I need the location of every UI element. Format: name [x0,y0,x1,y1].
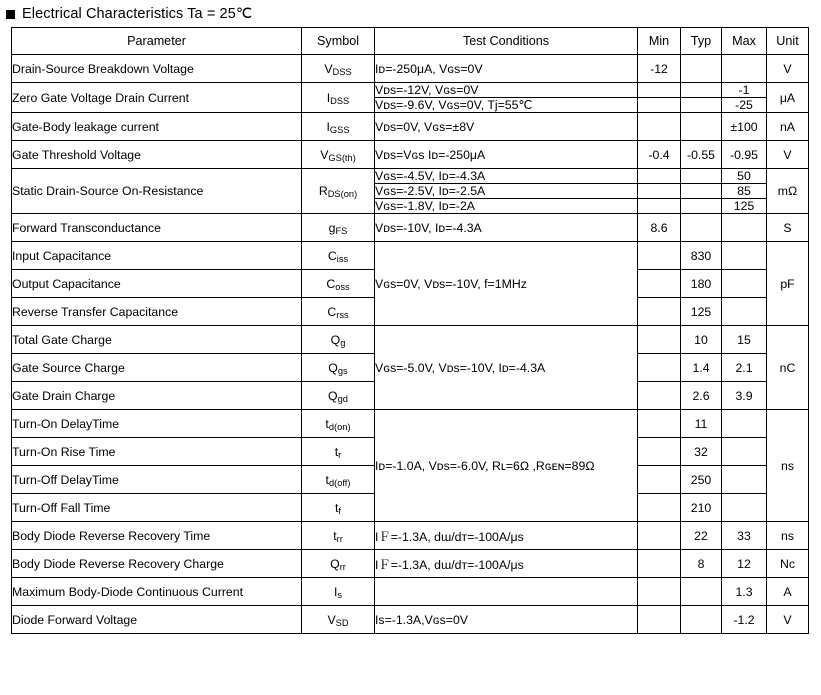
section-title [0,0,821,27]
cell-min [638,270,681,298]
cell-condition: Vᴅѕ=Vɢѕ Iᴅ=-250μA [375,141,638,169]
cell-max [722,438,767,466]
symbol-sub: gd [337,393,348,404]
cell-typ: 180 [681,270,722,298]
table-row [12,113,809,141]
cell-max: 3.9 [722,382,767,410]
cell-symbol [302,270,375,298]
cell-parameter: Gate-Body leakage current [12,113,302,141]
table-row [12,606,809,634]
table-row [12,214,809,242]
symbol-main: C [326,276,336,291]
cell-max: 12 [722,550,767,578]
symbol-sub: s [337,589,343,600]
cell-unit: S [767,214,809,242]
header-unit: Unit [767,28,809,55]
table-row [12,578,809,606]
cell-min [638,438,681,466]
cell-condition: Vᴅѕ=0V, Vɢѕ=±8V [375,113,638,141]
cell-symbol [302,494,375,522]
cell-symbol [302,83,375,113]
cell-typ [681,606,722,634]
header-parameter: Parameter [12,28,302,55]
cell-max [722,494,767,522]
cell-symbol [302,578,375,606]
cell-typ [681,199,722,214]
cell-parameter: Diode Forward Voltage [12,606,302,634]
cell-unit: pF [767,242,809,326]
cell-min [638,113,681,141]
symbol-sub: DSS [330,95,350,106]
cell-typ: 830 [681,242,722,270]
square-bullet-icon [6,10,15,19]
cell-typ: 10 [681,326,722,354]
symbol-main: R [318,184,328,198]
cell-max [722,466,767,494]
cell-unit: μA [767,83,809,113]
cell-max: ±100 [722,113,767,141]
symbol-sub: FS [335,225,348,236]
cell-condition: Vᴅѕ=-10V, Iᴅ=-4.3A [375,214,638,242]
symbol-sub: oss [335,281,350,292]
table-row [12,169,809,184]
cell-condition: Vᴅѕ=-12V, Vɢѕ=0V [375,83,638,98]
symbol-main: Q [330,556,340,571]
cell-parameter: Turn-On DelayTime [12,410,302,438]
cell-unit: ns [767,522,809,550]
cell-symbol [302,382,375,410]
cell-condition: Vɢѕ=-4.5V, Iᴅ=-4.3A [375,169,638,184]
cell-parameter: Turn-Off Fall Time [12,494,302,522]
section-title-text: Electrical Characteristics Ta = 25℃ [22,6,253,22]
cell-min: 8.6 [638,214,681,242]
header-min: Min [638,28,681,55]
cell-parameter: Zero Gate Voltage Drain Current [12,83,302,113]
cell-min [638,83,681,98]
cell-symbol [302,326,375,354]
table-row [12,242,809,270]
table-row [12,55,809,83]
symbol-main: Q [328,388,338,403]
cell-typ [681,169,722,184]
cell-symbol [302,522,375,550]
symbol-main: t [334,500,339,515]
cell-unit: nC [767,326,809,410]
cell-max: 125 [722,199,767,214]
symbol-sub: r [338,449,342,460]
cell-parameter: Gate Drain Charge [12,382,302,410]
symbol-main: t [334,444,339,459]
cell-symbol [302,141,375,169]
cell-typ: 8 [681,550,722,578]
cell-min [638,298,681,326]
cell-max [722,410,767,438]
symbol-main: t [325,472,329,487]
cell-parameter: Drain-Source Breakdown Voltage [12,55,302,83]
cell-symbol [302,410,375,438]
cell-symbol [302,169,375,214]
cell-typ [681,83,722,98]
table-row [12,550,809,578]
cell-max: -1 [722,83,767,98]
cell-condition: Vɢѕ=-1.8V, Iᴅ=-2A [375,199,638,214]
cell-max: 15 [722,326,767,354]
symbol-main: V [324,61,333,76]
symbol-main: t [333,528,337,543]
header-symbol: Symbol [302,28,375,55]
symbol-sub: iss [336,253,349,264]
header-max: Max [722,28,767,55]
cell-unit: V [767,606,809,634]
cell-condition: Vɢѕ=-2.5V, Iᴅ=-2.5A [375,184,638,199]
symbol-sub: f [338,505,341,516]
symbol-sub: DSS [332,66,352,77]
cell-max [722,242,767,270]
cell-unit: nA [767,113,809,141]
cell-condition: Iѕ=-1.3A,Vɢѕ=0V [375,606,638,634]
symbol-main: I [333,584,338,599]
cell-min [638,522,681,550]
cell-condition: IＦ=-1.3A, dɯ/dᴛ=-100A/μs [375,550,638,578]
cell-typ: 11 [681,410,722,438]
cell-condition: Vɢѕ=0V, Vᴅѕ=-10V, f=1MHz [375,242,638,326]
cell-parameter: Maximum Body-Diode Continuous Current [12,578,302,606]
cell-max [722,298,767,326]
cell-condition: Iᴅ=-1.0A, Vᴅѕ=-6.0V, Rʟ=6Ω ,Rɢᴇɴ=89Ω [375,410,638,522]
header-typ: Typ [681,28,722,55]
cell-parameter: Reverse Transfer Capacitance [12,298,302,326]
symbol-main: Q [330,332,341,347]
cell-typ [681,98,722,113]
cell-min [638,466,681,494]
cell-min [638,578,681,606]
table-row [12,141,809,169]
cell-parameter: Turn-On Rise Time [12,438,302,466]
cell-unit: Nc [767,550,809,578]
symbol-sub: d(on) [328,421,351,432]
cell-typ [681,113,722,141]
cell-max: -25 [722,98,767,113]
cell-typ: 22 [681,522,722,550]
cell-min [638,606,681,634]
cell-max [722,55,767,83]
symbol-main: g [328,220,336,235]
cell-typ: 2.6 [681,382,722,410]
symbol-sub: SD [335,617,349,628]
cell-typ [681,184,722,199]
symbol-main: t [325,416,329,431]
cell-max [722,270,767,298]
symbol-main: C [327,304,337,319]
cell-symbol [302,606,375,634]
cell-max: 33 [722,522,767,550]
symbol-sub: gs [337,365,348,376]
cell-unit: mΩ [767,169,809,214]
cell-typ: -0.55 [681,141,722,169]
symbol-sub: GSS [329,124,350,135]
table-row [12,83,809,98]
cell-parameter: Static Drain-Source On-Resistance [12,169,302,214]
cell-typ [681,578,722,606]
cell-typ: 1.4 [681,354,722,382]
cell-parameter: Output Capacitance [12,270,302,298]
cell-symbol [302,113,375,141]
cell-max: 50 [722,169,767,184]
cell-max: 2.1 [722,354,767,382]
symbol-sub: d(off) [328,477,351,488]
cell-parameter: Gate Threshold Voltage [12,141,302,169]
cell-parameter: Forward Transconductance [12,214,302,242]
electrical-characteristics-table [11,27,809,634]
cell-condition [375,578,638,606]
table-row [12,522,809,550]
cell-parameter: Body Diode Reverse Recovery Charge [12,550,302,578]
cell-max: 1.3 [722,578,767,606]
cell-max: 85 [722,184,767,199]
cell-min [638,98,681,113]
cell-symbol [302,466,375,494]
cell-typ [681,55,722,83]
table-row [12,326,809,354]
cell-min [638,169,681,184]
symbol-sub: g [340,337,346,348]
table-row [12,410,809,438]
table-header-row [12,28,809,55]
symbol-sub: rss [336,309,349,320]
cell-min [638,326,681,354]
cell-min [638,242,681,270]
cell-symbol [302,214,375,242]
cell-condition: Iᴅ=-250μA, Vɢѕ=0V [375,55,638,83]
cell-min [638,382,681,410]
cell-symbol [302,550,375,578]
cell-symbol [302,438,375,466]
cell-min [638,184,681,199]
cell-typ: 210 [681,494,722,522]
symbol-sub: GS(th) [328,152,356,163]
cell-max [722,214,767,242]
cell-min [638,199,681,214]
symbol-main: Q [328,360,338,375]
cell-condition: IＦ=-1.3A, dɯ/dᴛ=-100A/μs [375,522,638,550]
cell-condition: Vᴅѕ=-9.6V, Vɢѕ=0V, Tј=55℃ [375,98,638,113]
symbol-main: I [326,90,331,105]
cell-min [638,550,681,578]
cell-symbol [302,55,375,83]
cell-parameter: Input Capacitance [12,242,302,270]
cell-max: -1.2 [722,606,767,634]
cell-max: -0.95 [722,141,767,169]
cell-min [638,354,681,382]
cell-parameter: Gate Source Charge [12,354,302,382]
cell-symbol [302,354,375,382]
cell-typ: 32 [681,438,722,466]
cell-condition: Vɢѕ=-5.0V, Vᴅѕ=-10V, Iᴅ=-4.3A [375,326,638,410]
cell-unit: V [767,55,809,83]
symbol-sub: DS(on) [327,189,358,199]
cell-parameter: Body Diode Reverse Recovery Time [12,522,302,550]
symbol-main: V [327,612,336,627]
cell-unit: V [767,141,809,169]
symbol-main: I [326,119,330,134]
cell-min: -0.4 [638,141,681,169]
symbol-main: C [327,248,337,263]
header-test-conditions: Test Conditions [375,28,638,55]
symbol-sub: rr [339,561,346,572]
cell-parameter: Turn-Off DelayTime [12,466,302,494]
symbol-main: V [320,147,329,162]
cell-typ [681,214,722,242]
cell-symbol [302,242,375,270]
cell-min [638,410,681,438]
cell-symbol [302,298,375,326]
cell-unit: ns [767,410,809,522]
cell-parameter: Total Gate Charge [12,326,302,354]
cell-typ: 125 [681,298,722,326]
cell-unit: A [767,578,809,606]
cell-typ: 250 [681,466,722,494]
cell-min: -12 [638,55,681,83]
cell-min [638,494,681,522]
symbol-sub: rr [336,533,343,544]
